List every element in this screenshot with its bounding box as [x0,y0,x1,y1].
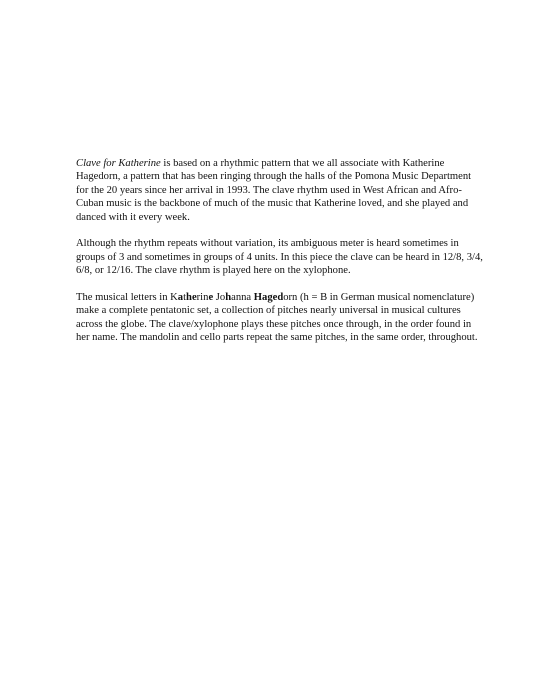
name-segment: orn [283,292,298,304]
name-segment: t [183,292,187,304]
name-segment: a [177,292,184,304]
name-segment: K [170,292,178,304]
name-segment: e [191,292,197,304]
paragraph-pitches-lead: The musical letters in [76,292,171,304]
paragraph-rhythm [76,237,486,277]
name-segment: Haged [253,292,284,304]
piece-title: Clave for Katherine [76,158,161,169]
name-segment: e [208,292,214,304]
name-segment: Jo [213,292,226,304]
katherine-name-letters [170,292,297,303]
paragraph-intro [76,157,486,224]
name-segment: rin [196,292,209,304]
name-segment: h [225,292,232,304]
paragraph-pitches [76,291,486,345]
paragraph-pitches-text: (h = B in German musical nomenclature) make a complete pentatonic set, a collection of pitches nearly universal in musical cultures across the globe. The clave/xylophone plays these pitches once through, in the order found in her name. The mandolin and cello parts repeat the same pitches, in the same order, throughout. [76,292,478,344]
paragraph-rhythm-text: Although the rhythm repeats without variation, its ambiguous meter is heard sometimes in groups of 3 and sometimes in groups of 4 units. In this piece the clave can be heard in 12/8, 3/4, 6/8, or 12/16. The clave rhythm is played here on the xylophone. [76,238,486,277]
paragraph-intro-text: is based on a rhythmic pattern that we all associate with Katherine Hagedorn, a pattern that has been ringing through the halls of the Pomona Music Department for the 20 years since her arrival in 1993. The clave rhythm used in West African and Afro-Cuban music is the backbone of much of the music that Katherine loved, and she played and danced with it every week. [76,158,474,223]
name-segment: h [186,292,192,304]
name-segment: anna [231,292,254,304]
document-body [76,157,486,358]
